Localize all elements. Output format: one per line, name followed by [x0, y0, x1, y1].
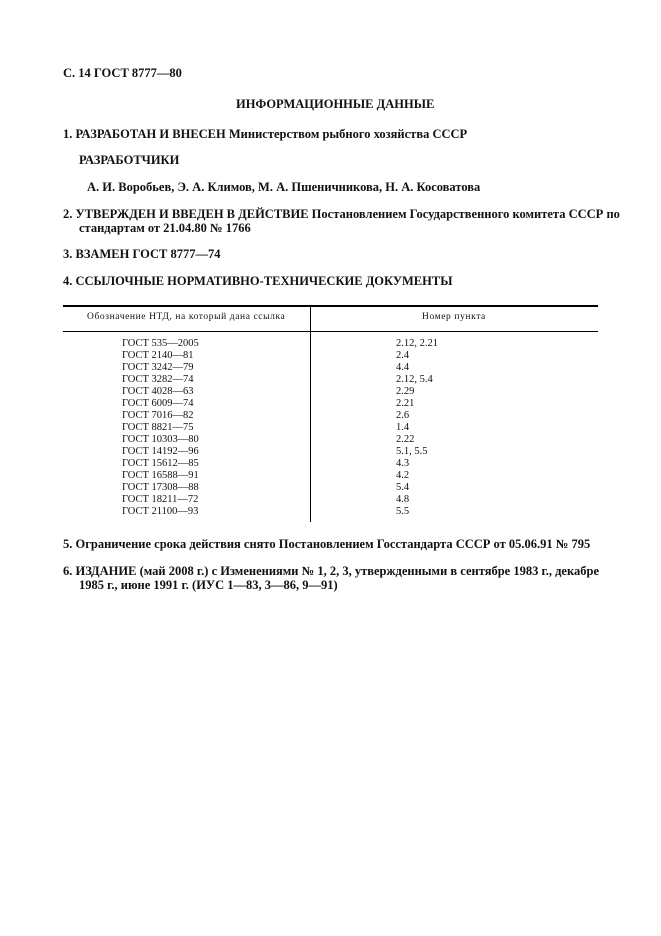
- table-cell-clause: 4.3: [396, 458, 410, 469]
- table-cell-document: ГОСТ 10303—80: [122, 434, 199, 445]
- table-cell-clause: 5.1, 5.5: [396, 446, 428, 457]
- item-5-validity: 5. Ограничение срока действия снято Постановлением Госстандарта СССР от 05.06.91 № 795: [63, 537, 591, 551]
- column-header-clause: Номер пункта: [422, 312, 486, 322]
- item-6-edition-line1: 6. ИЗДАНИЕ (май 2008 г.) с Изменениями № 1, 2, 3, утвержденными в сентябре 1983 г., декабре: [63, 564, 599, 578]
- table-cell-document: ГОСТ 3242—79: [122, 362, 194, 373]
- item-6-edition-line2: 1985 г., июне 1991 г. (ИУС 1—83, 3—86, 9—91): [79, 578, 338, 592]
- page-header: С. 14 ГОСТ 8777—80: [63, 66, 182, 80]
- table-cell-document: ГОСТ 7016—82: [122, 410, 194, 421]
- table-cell-clause: 4.8: [396, 494, 410, 505]
- table-column-divider: [310, 305, 311, 522]
- table-cell-clause: 4.4: [396, 362, 410, 373]
- table-cell-document: ГОСТ 14192—96: [122, 446, 199, 457]
- table-cell-clause: 4.2: [396, 470, 410, 481]
- table-cell-document: ГОСТ 8821—75: [122, 422, 194, 433]
- table-cell-document: ГОСТ 21100—93: [122, 506, 199, 517]
- table-top-rule: [63, 305, 598, 307]
- table-cell-document: ГОСТ 4028—63: [122, 386, 194, 397]
- table-cell-clause: 2.21: [396, 398, 415, 409]
- item-4-references-heading: 4. ССЫЛОЧНЫЕ НОРМАТИВНО-ТЕХНИЧЕСКИЕ ДОКУМЕНТЫ: [63, 274, 453, 288]
- page-title: ИНФОРМАЦИОННЫЕ ДАННЫЕ: [236, 97, 435, 111]
- table-cell-document: ГОСТ 2140—81: [122, 350, 194, 361]
- table-cell-clause: 2.6: [396, 410, 410, 421]
- table-cell-clause: 2.12, 2.21: [396, 338, 438, 349]
- table-cell-document: ГОСТ 15612—85: [122, 458, 199, 469]
- table-cell-document: ГОСТ 16588—91: [122, 470, 199, 481]
- item-2-approved-line1: 2. УТВЕРЖДЕН И ВВЕДЕН В ДЕЙСТВИЕ Постановлением Государственного комитета СССР по: [63, 207, 620, 221]
- table-cell-document: ГОСТ 17308—88: [122, 482, 199, 493]
- table-cell-document: ГОСТ 535—2005: [122, 338, 199, 349]
- table-cell-clause: 2.12, 5.4: [396, 374, 433, 385]
- item-2-approved-line2: стандартам от 21.04.80 № 1766: [79, 221, 251, 235]
- column-documents: [122, 338, 199, 518]
- column-header-document: Обозначение НТД, на который дана ссылка: [87, 312, 286, 322]
- table-cell-clause: 2.22: [396, 434, 415, 445]
- item-1-developed-by: 1. РАЗРАБОТАН И ВНЕСЕН Министерством рыбного хозяйства СССР: [63, 127, 468, 141]
- table-cell-clause: 5.5: [396, 506, 410, 517]
- column-clauses: [396, 338, 438, 518]
- item-3-replaces: 3. ВЗАМЕН ГОСТ 8777—74: [63, 247, 221, 261]
- table-cell-clause: 1.4: [396, 422, 410, 433]
- table-cell-clause: 5.4: [396, 482, 410, 493]
- table-header-rule: [63, 331, 598, 332]
- developers-label: РАЗРАБОТЧИКИ: [79, 153, 180, 167]
- table-cell-document: ГОСТ 18211—72: [122, 494, 199, 505]
- table-cell-document: ГОСТ 3282—74: [122, 374, 194, 385]
- table-cell-clause: 2.29: [396, 386, 415, 397]
- table-cell-clause: 2.4: [396, 350, 410, 361]
- developers-names: А. И. Воробьев, Э. А. Климов, М. А. Пшеничникова, Н. А. Косоватова: [87, 180, 481, 194]
- table-cell-document: ГОСТ 6009—74: [122, 398, 194, 409]
